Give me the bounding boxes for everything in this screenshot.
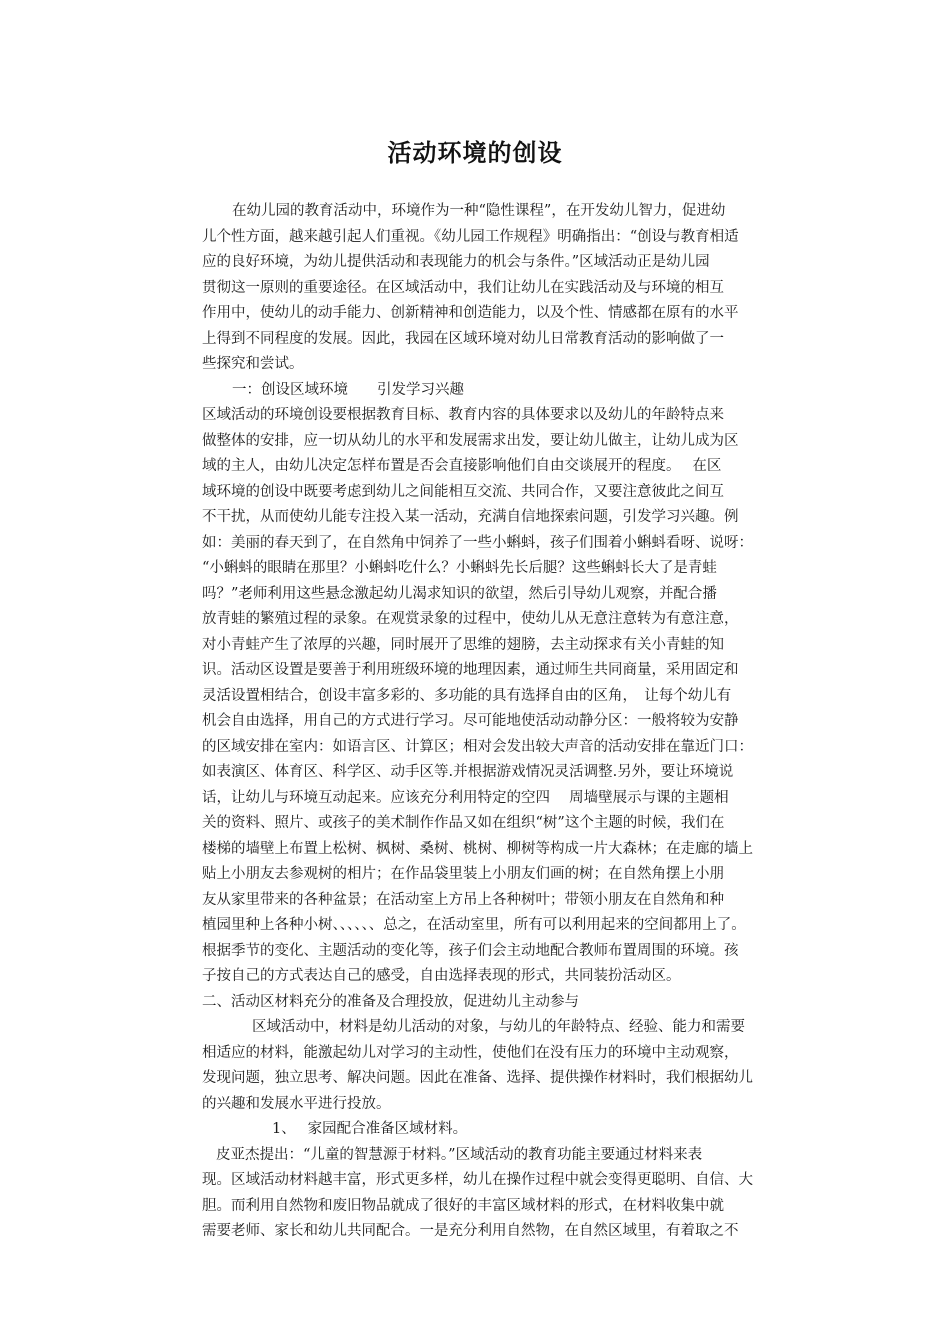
text-line: 贯彻这一原则的重要途径。在区域活动中，我们让幼儿在实践活动及与环境的相互 [202, 279, 724, 296]
text-line: 应的良好环境，为幼儿提供活动和表现能力的机会与条件。”区域活动正是幼儿园 [202, 254, 710, 270]
text-line: 在幼儿园的教育活动中，环境作为一种“隐性课程”，在开发幼儿智力，促进幼 [232, 203, 726, 219]
text-line: 域环境的创设中既要考虑到幼儿之间能相互交流、共同合作，又要注意彼此之间互 [202, 483, 724, 500]
text-line: 话，让幼儿与环境互动起来。应该充分利用特定的空四 周墙壁展示与课的主题相 [202, 789, 729, 806]
section-heading-2: 二、活动区材料充分的准备及合理投放，促进幼儿主动参与 [202, 993, 579, 1010]
text-line: 些探究和尝试。 [202, 356, 304, 372]
text-line: 发现问题，独立思考、解决问题。因此在准备、选择、提供操作材料时，我们根据幼儿 [202, 1070, 753, 1086]
text-line: 友从家里带来的各种盆景；在活动室上方吊上各种树叶；带领小朋友在自然角和种 [202, 891, 724, 908]
text-line: 区域活动中，材料是幼儿活动的对象，与幼儿的年龄特点、经验、能力和需要 [252, 1019, 745, 1035]
text-line: 吗？”老师利用这些悬念激起幼儿渴求知识的欲望，然后引导幼儿观察，并配合播 [202, 585, 717, 602]
text-line: 需要老师、家长和幼儿共同配合。一是充分利用自然物，在自然区域里，有着取之不 [202, 1223, 739, 1239]
text-line: 区域活动的环境创设要根据教育目标、教育内容的具体要求以及幼儿的年龄特点来 [202, 407, 724, 423]
text-line: 做整体的安排，应一切从幼儿的水平和发展需求出发，要让幼儿做主，让幼儿成为区 [202, 432, 739, 449]
text-line: 皮亚杰提出：“儿童的智慧源于材料。”区域活动的教育功能主要通过材料来表 [216, 1146, 703, 1163]
text-line: 相适应的材料，能激起幼儿对学习的主动性，使他们在没有压力的环境中主动观察， [202, 1044, 739, 1061]
text-line: 的兴趣和发展水平进行投放。 [202, 1095, 391, 1112]
text-line: 放青蛙的繁殖过程的录象。在观赏录象的过程中，使幼儿从无意注意转为有意注意， [202, 611, 739, 627]
text-line: “小蝌蚪的眼睛在那里？小蝌蚪吃什么？小蝌蚪先长后腿？这些蝌蚪长大了是青蛙 [202, 560, 717, 576]
section-heading-1: 一：创设区域环境 引发学习兴趣 [232, 381, 464, 398]
text-line: 域的主人，由幼儿决定怎样布置是否会直接影响他们自由交谈展开的程度。 在区 [202, 458, 722, 474]
text-line: 儿个性方面，越来越引起人们重视。《幼儿园工作规程》明确指出：“创设与教育相适 [202, 228, 739, 245]
text-line: 如表演区、体育区、科学区、动手区等.并根据游戏情况灵活调整.另外，要让环境说 [202, 764, 734, 780]
text-line: 胆。而利用自然物和废旧物品就成了很好的丰富区域材料的形式，在材料收集中就 [202, 1197, 724, 1214]
text-line: 灵活设置相结合，创设丰富多彩的、多功能的具有选择自由的区角， 让每个幼儿有 [202, 687, 732, 704]
text-line: 贴上小朋友去参观树的相片；在作品袋里装上小朋友们画的树；在自然角摆上小朋 [202, 866, 724, 882]
text-line: 的区域安排在室内：如语言区、计算区；相对会发出较大声音的活动安排在靠近门口： [202, 738, 753, 755]
text-line: 机会自由选择，用自己的方式进行学习。尽可能地使活动动静分区：一般将较为安静 [202, 713, 739, 729]
text-line: 根据季节的变化、主题活动的变化等，孩子们会主动地配合教师布置周围的环境。孩 [202, 942, 739, 959]
text-line: 子按自己的方式表达自己的感受，自由选择表现的形式，共同装扮活动区。 [202, 968, 681, 984]
list-item-heading: 1、 家园配合准备区域材料。 [272, 1121, 468, 1137]
text-line: 植园里种上各种小树、、、、、、总之，在活动室里，所有可以利用起来的空间都用上了。 [202, 917, 746, 933]
document-title: 活动环境的创设 [387, 138, 563, 167]
document-body [202, 199, 824, 1245]
text-line: 关的资料、照片、或孩子的美术制作作品又如在组织“树”这个主题的时候，我们在 [202, 815, 725, 831]
text-line: 识。活动区设置是要善于利用班级环境的地理因素，通过师生共同商量，采用固定和 [202, 662, 739, 678]
text-line: 对小青蛙产生了浓厚的兴趣，同时展开了思维的翅膀，去主动探求有关小青蛙的知 [202, 636, 724, 653]
text-line: 不干扰，从而使幼儿能专注投入某一活动，充满自信地探索问题，引发学习兴趣。例 [202, 509, 739, 525]
text-line: 现。区域活动材料越丰富，形式更多样，幼儿在操作过程中就会变得更聪明、自信、大 [202, 1172, 753, 1188]
text-line: 上得到不同程度的发展。因此，我园在区域环境对幼儿日常教育活动的影响做了一 [202, 330, 724, 347]
text-line: 楼梯的墙壁上布置上松树、枫树、桑树、桃树、柳树等构成一片大森林；在走廊的墙上 [202, 840, 753, 857]
text-line: 作用中，使幼儿的动手能力、创新精神和创造能力，以及个性、情感都在原有的水平 [202, 305, 739, 321]
text-line: 如：美丽的春天到了，在自然角中饲养了一些小蝌蚪，孩子们围着小蝌蚪看呀、说呀： [202, 534, 753, 551]
